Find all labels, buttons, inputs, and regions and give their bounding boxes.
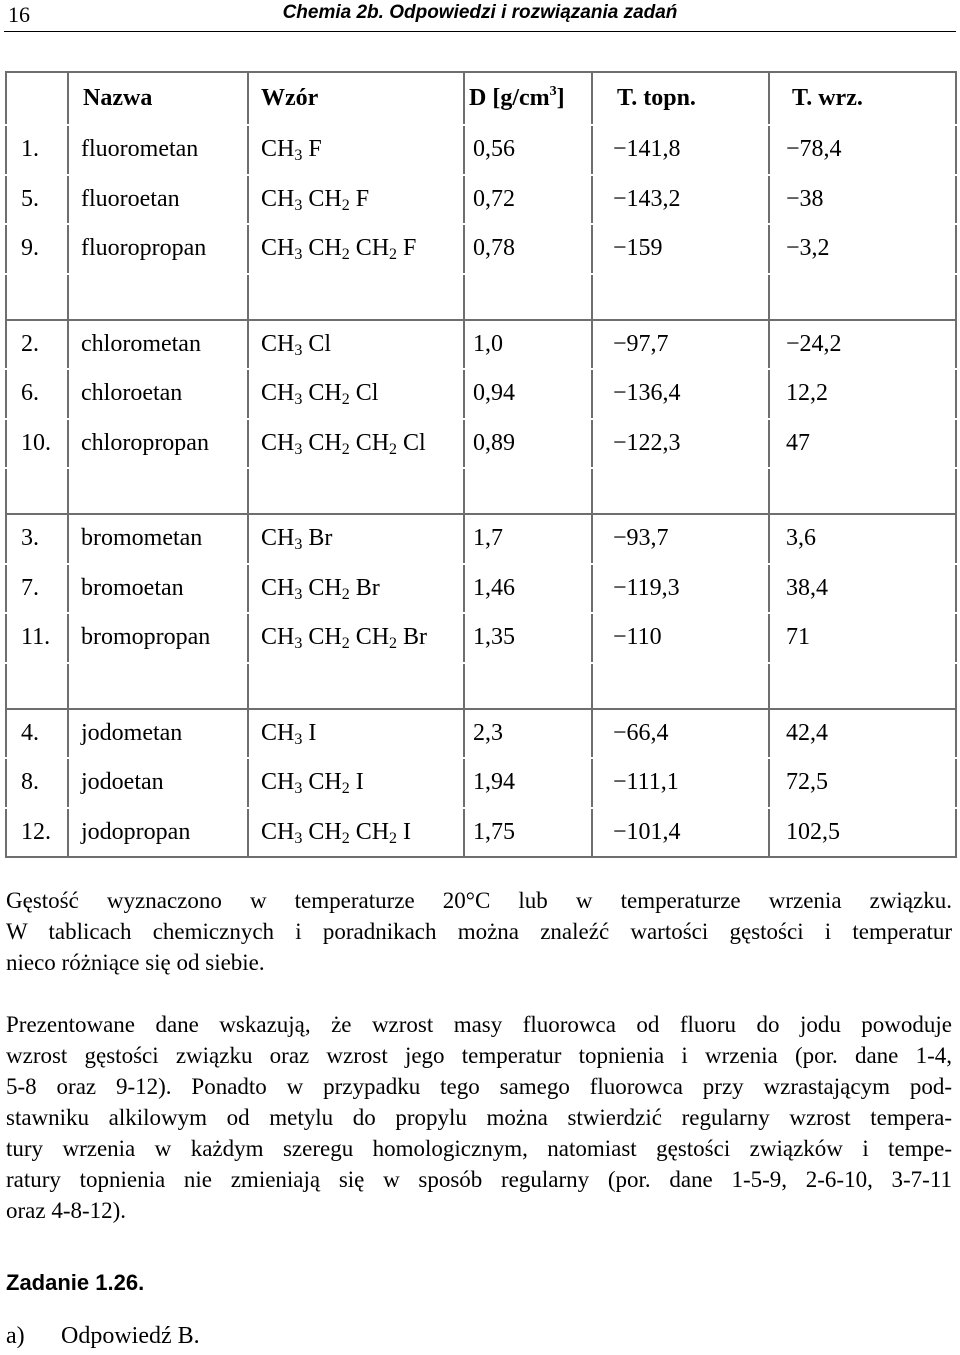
formula-group: CH <box>261 719 295 746</box>
paragraph-line: stawniku alkilowym od metylu do propylu można stwierdzić regularny wzrost tempera- <box>6 1105 952 1130</box>
paragraph-line: Gęstość wyznaczono w temperaturze 20°C lub w temperaturze wrzenia związku. <box>6 888 952 913</box>
table-row <box>6 564 956 614</box>
formula-group: CH <box>355 429 390 456</box>
empty-cell <box>464 663 592 709</box>
group-separator-row <box>6 274 956 320</box>
formula-group: Br <box>403 624 428 651</box>
page-number: 16 <box>8 2 30 27</box>
formula-group: Cl <box>308 330 332 357</box>
density-value: 1,75 <box>464 808 592 858</box>
formula-group: CH <box>308 429 342 456</box>
density-header-bracket: ] <box>556 85 565 111</box>
formula-group: CH <box>261 818 295 845</box>
melting-point-value: −143,2 <box>592 175 769 225</box>
compound-formula <box>248 175 464 225</box>
melting-point-value: −141,8 <box>592 125 769 175</box>
paragraph-line: tury wrzenia w każdym szeregu homologicznym, natomiast gęstości związków i tempe- <box>6 1136 952 1161</box>
melting-point-value: −122,3 <box>592 419 769 469</box>
formula-subscript: 2 <box>341 780 350 798</box>
header-cell-number <box>6 72 68 125</box>
table-row <box>6 369 956 419</box>
formula-subscript: 2 <box>341 440 350 458</box>
melting-point-value: −93,7 <box>592 514 769 564</box>
compound-name: chloropropan <box>68 419 248 469</box>
running-title: Chemia 2b. Odpowiedzi i rozwiązania zadań <box>282 2 678 23</box>
table-row <box>6 758 956 808</box>
formula-group: CH <box>355 818 390 845</box>
compound-name: jodoetan <box>68 758 248 808</box>
formula-subscript: 2 <box>389 246 398 264</box>
formula-group: CH <box>261 185 295 212</box>
compound-number: 4. <box>6 709 68 759</box>
empty-cell <box>6 274 68 320</box>
melting-point-value: −66,4 <box>592 709 769 759</box>
paragraph-line: wzrost gęstości związku oraz wzrost jego temperatur topnienia i wrzenia (por. dane 1-4, <box>6 1043 952 1068</box>
boiling-point-value: 71 <box>769 613 956 663</box>
melting-point-value: −111,1 <box>592 758 769 808</box>
group-separator-row <box>6 663 956 709</box>
formula-subscript: 2 <box>341 391 350 409</box>
empty-cell <box>464 468 592 514</box>
formula-subscript: 3 <box>294 780 303 798</box>
paragraph-line: nieco różniące się od siebie. <box>6 950 265 975</box>
task-heading: Zadanie 1.26. <box>6 1270 145 1295</box>
empty-cell <box>592 663 769 709</box>
table-header-row <box>6 72 956 125</box>
table-row <box>6 808 956 858</box>
boiling-point-value: −78,4 <box>769 125 956 175</box>
empty-cell <box>248 274 464 320</box>
boiling-point-value: −24,2 <box>769 320 956 370</box>
compound-name: bromoetan <box>68 564 248 614</box>
table-row <box>6 175 956 225</box>
compound-name: chlorometan <box>68 320 248 370</box>
empty-cell <box>464 274 592 320</box>
compound-name: jodopropan <box>68 808 248 858</box>
compound-number: 11. <box>6 613 68 663</box>
density-note-paragraph <box>6 885 952 978</box>
formula-subscript: 3 <box>294 635 303 653</box>
formula-group: Cl <box>355 380 379 407</box>
compound-number: 9. <box>6 224 68 274</box>
paragraph-line: Prezentowane dane wskazują, że wzrost masy fluorowca od fluoru do jodu powoduje <box>6 1012 952 1037</box>
compound-name: bromopropan <box>68 613 248 663</box>
formula-subscript: 3 <box>294 730 303 748</box>
compound-name: bromometan <box>68 514 248 564</box>
density-value: 1,94 <box>464 758 592 808</box>
compound-formula <box>248 709 464 759</box>
formula-group: CH <box>308 818 342 845</box>
formula-subscript: 2 <box>341 829 350 847</box>
density-value: 1,46 <box>464 564 592 614</box>
boiling-point-value: 102,5 <box>769 808 956 858</box>
formula-subscript: 3 <box>294 341 303 359</box>
formula-subscript: 2 <box>341 196 350 214</box>
compound-number: 2. <box>6 320 68 370</box>
compound-number: 8. <box>6 758 68 808</box>
paragraph-line: ratury topnienia nie zmieniają się w sposób regularny (por. dane 1-5-9, 2-6-10, 3-7-11 <box>6 1167 952 1192</box>
compound-formula <box>248 514 464 564</box>
empty-cell <box>769 468 956 514</box>
formula-group: CH <box>261 136 295 163</box>
formula-group: Br <box>355 574 380 601</box>
formula-group: CH <box>261 429 295 456</box>
empty-cell <box>6 663 68 709</box>
group-separator-row <box>6 468 956 514</box>
boiling-point-value: 47 <box>769 419 956 469</box>
compound-name: fluoroetan <box>68 175 248 225</box>
formula-group: CH <box>355 235 390 262</box>
compound-number: 5. <box>6 175 68 225</box>
compound-name: jodometan <box>68 709 248 759</box>
formula-subscript: 2 <box>341 585 350 603</box>
formula-subscript: 2 <box>341 635 350 653</box>
formula-group: F <box>355 185 370 212</box>
boiling-point-value: 72,5 <box>769 758 956 808</box>
compound-formula <box>248 369 464 419</box>
melting-point-value: −119,3 <box>592 564 769 614</box>
formula-group: CH <box>308 769 342 796</box>
table-row <box>6 709 956 759</box>
density-value: 1,7 <box>464 514 592 564</box>
table-row <box>6 419 956 469</box>
formula-group: CH <box>261 330 295 357</box>
header-cell-boiling-point: T. wrz. <box>769 72 956 125</box>
density-value: 0,56 <box>464 125 592 175</box>
formula-group: F <box>308 136 322 163</box>
formula-subscript: 2 <box>389 440 398 458</box>
formula-group: I <box>355 769 364 796</box>
formula-subscript: 3 <box>294 440 303 458</box>
table-row <box>6 125 956 175</box>
formula-group: CH <box>261 574 295 601</box>
melting-point-value: −97,7 <box>592 320 769 370</box>
compound-number: 7. <box>6 564 68 614</box>
table-row <box>6 320 956 370</box>
compound-number: 10. <box>6 419 68 469</box>
density-value: 2,3 <box>464 709 592 759</box>
table-row <box>6 613 956 663</box>
compound-number: 3. <box>6 514 68 564</box>
formula-group: CH <box>308 235 342 262</box>
boiling-point-value: 3,6 <box>769 514 956 564</box>
header-rule <box>4 31 956 32</box>
density-header-label: D [g/cm <box>469 85 550 111</box>
compound-formula <box>248 564 464 614</box>
formula-group: Cl <box>403 429 426 456</box>
formula-group: CH <box>261 769 295 796</box>
paragraph-line: 5-8 oraz 9-12). Ponadto w przypadku tego samego fluorowca przy wzrastającym pod- <box>6 1074 952 1099</box>
empty-cell <box>68 274 248 320</box>
table-row <box>6 224 956 274</box>
formula-subscript: 3 <box>294 391 303 409</box>
answer-label: a) <box>6 1323 25 1349</box>
compound-formula <box>248 758 464 808</box>
density-value: 1,35 <box>464 613 592 663</box>
melting-point-value: −136,4 <box>592 369 769 419</box>
empty-cell <box>769 663 956 709</box>
formula-subscript: 2 <box>389 829 398 847</box>
formula-subscript: 3 <box>294 246 303 264</box>
compound-formula <box>248 125 464 175</box>
compound-name: fluorometan <box>68 125 248 175</box>
empty-cell <box>6 468 68 514</box>
formula-group: CH <box>261 525 295 552</box>
melting-point-value: −110 <box>592 613 769 663</box>
formula-group: F <box>403 235 417 262</box>
density-header-exponent: 3 <box>549 84 557 99</box>
formula-group: CH <box>261 380 295 407</box>
compound-formula <box>248 419 464 469</box>
empty-cell <box>248 663 464 709</box>
boiling-point-value: 12,2 <box>769 369 956 419</box>
boiling-point-value: 38,4 <box>769 564 956 614</box>
formula-subscript: 3 <box>294 829 303 847</box>
formula-group: CH <box>308 380 342 407</box>
compound-formula <box>248 808 464 858</box>
formula-group: Br <box>308 525 333 552</box>
formula-subscript: 2 <box>389 635 398 653</box>
formula-subscript: 3 <box>294 536 303 554</box>
formula-group: CH <box>308 185 342 212</box>
header-cell-melting-point: T. topn. <box>592 72 769 125</box>
answer-line <box>6 1323 200 1350</box>
compound-formula <box>248 320 464 370</box>
density-value: 0,94 <box>464 369 592 419</box>
formula-subscript: 3 <box>294 585 303 603</box>
formula-group: I <box>403 818 412 845</box>
melting-point-value: −101,4 <box>592 808 769 858</box>
formula-group: CH <box>261 235 295 262</box>
paragraph-line: oraz 4-8-12). <box>6 1198 127 1223</box>
paragraph-line: W tablicach chemicznych i poradnikach można znaleźć wartości gęstości i temperatur <box>6 919 952 944</box>
density-value: 0,89 <box>464 419 592 469</box>
density-value: 0,72 <box>464 175 592 225</box>
melting-point-value: −159 <box>592 224 769 274</box>
formula-group: CH <box>261 624 295 651</box>
header-cell-formula: Wzór <box>248 72 464 125</box>
formula-group: CH <box>308 574 342 601</box>
answer-text: Odpowiedź B. <box>61 1323 200 1349</box>
formula-subscript: 2 <box>341 246 350 264</box>
page-header <box>0 0 960 32</box>
compound-number: 6. <box>6 369 68 419</box>
table-row <box>6 514 956 564</box>
empty-cell <box>769 274 956 320</box>
compound-name: chloroetan <box>68 369 248 419</box>
empty-cell <box>248 468 464 514</box>
formula-subscript: 3 <box>294 196 303 214</box>
compound-formula <box>248 613 464 663</box>
empty-cell <box>68 468 248 514</box>
boiling-point-value: −3,2 <box>769 224 956 274</box>
formula-group: I <box>308 719 317 746</box>
boiling-point-value: −38 <box>769 175 956 225</box>
analysis-paragraph <box>6 1009 952 1226</box>
compound-formula <box>248 224 464 274</box>
compound-name: fluoropropan <box>68 224 248 274</box>
empty-cell <box>592 274 769 320</box>
formula-subscript: 3 <box>294 147 303 165</box>
compound-number: 12. <box>6 808 68 858</box>
density-value: 1,0 <box>464 320 592 370</box>
boiling-point-value: 42,4 <box>769 709 956 759</box>
formula-group: CH <box>355 624 390 651</box>
empty-cell <box>592 468 769 514</box>
compound-number: 1. <box>6 125 68 175</box>
header-cell-density <box>464 72 592 125</box>
formula-group: CH <box>308 624 342 651</box>
haloalkane-properties-table <box>5 71 957 858</box>
header-cell-name: Nazwa <box>68 72 248 125</box>
empty-cell <box>68 663 248 709</box>
density-value: 0,78 <box>464 224 592 274</box>
